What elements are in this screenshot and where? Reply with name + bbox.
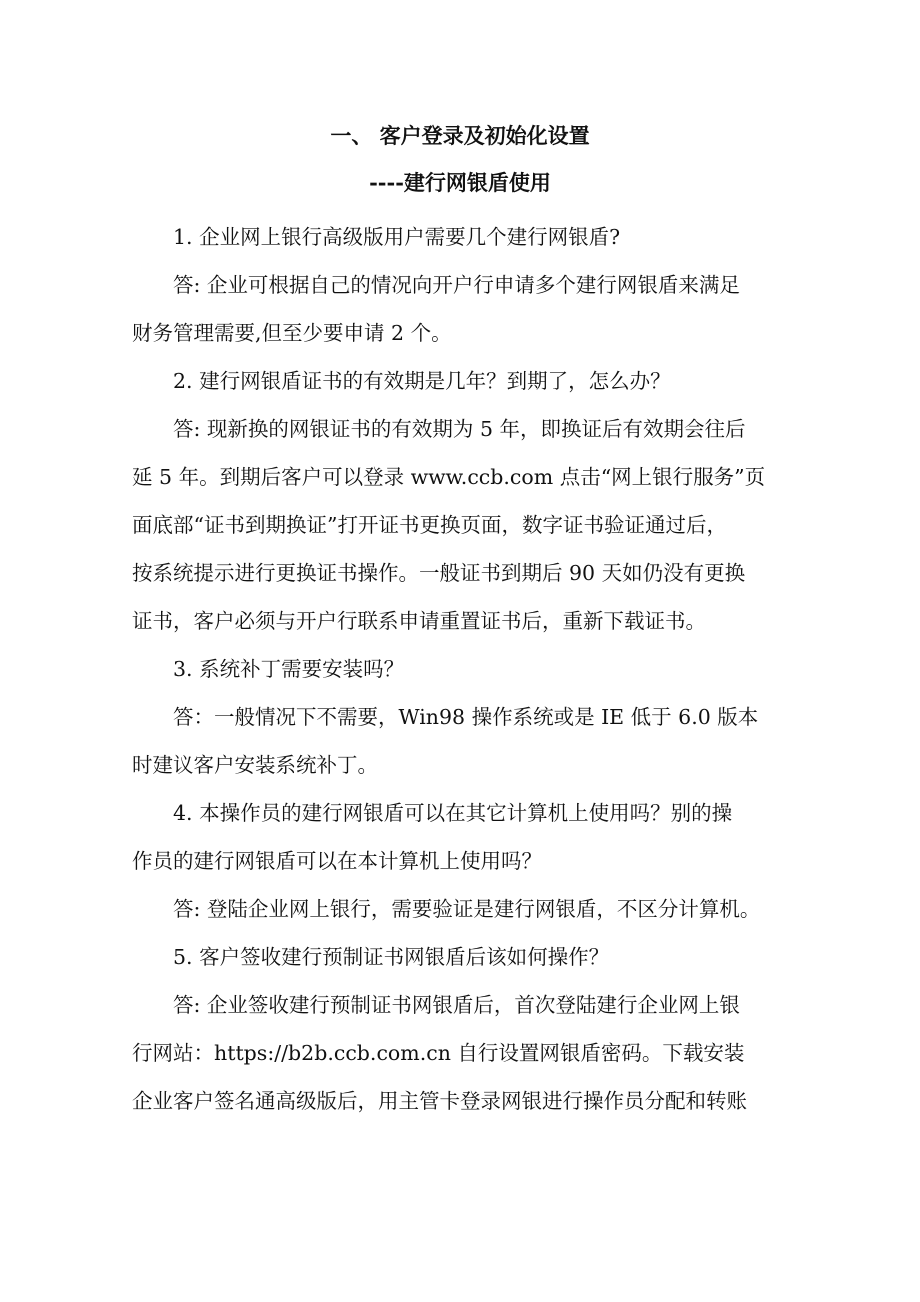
document-body xyxy=(132,213,782,1125)
question-2: 2. 建行网银盾证书的有效期是几年？到期了，怎么办？ xyxy=(173,369,671,393)
answer-1-line-2: 财务管理需要,但至少要申请 2 个。 xyxy=(132,321,452,345)
question-5: 5. 客户签收建行预制证书网银盾后该如何操作？ xyxy=(173,945,610,969)
question-3: 3. 系统补丁需要安装吗？ xyxy=(173,657,405,681)
section-subtitle: ----建行网银盾使用 xyxy=(369,170,551,195)
question-1: 1. 企业网上银行高级版用户需要几个建行网银盾? xyxy=(173,225,621,249)
section-title: 一、 客户登录及初始化设置 xyxy=(330,123,590,148)
answer-5-line-2: 行网站：https://b2b.ccb.com.cn 自行设置网银盾密码。下载安装 xyxy=(132,1041,745,1065)
answer-5-line-1: 答: 企业签收建行预制证书网银盾后，首次登陆建行企业网上银 xyxy=(173,993,740,1017)
answer-2-line-1: 答: 现新换的网银证书的有效期为 5 年，即换证后有效期会往后 xyxy=(173,417,746,441)
answer-3-line-2: 时建议客户安装系统补丁。 xyxy=(132,753,378,777)
answer-5-line-3: 企业客户签名通高级版后，用主管卡登录网银进行操作员分配和转账 xyxy=(132,1089,747,1113)
answer-3-line-1: 答：一般情况下不需要，Win98 操作系统或是 IE 低于 6.0 版本 xyxy=(173,705,759,729)
answer-2-line-5: 证书，客户必须与开户行联系申请重置证书后，重新下载证书。 xyxy=(132,609,706,633)
question-4-line-1: 4. 本操作员的建行网银盾可以在其它计算机上使用吗？别的操 xyxy=(173,801,733,825)
answer-2-line-2: 延 5 年。到期后客户可以登录 www.ccb.com 点击“网上银行服务”页 xyxy=(132,465,766,489)
answer-4-line-1: 答: 登陆企业网上银行，需要验证是建行网银盾，不区分计算机。 xyxy=(173,897,761,921)
question-4-line-2: 作员的建行网银盾可以在本计算机上使用吗？ xyxy=(132,849,542,873)
answer-1-line-1: 答: 企业可根据自己的情况向开户行申请多个建行网银盾来满足 xyxy=(173,273,740,297)
answer-2-line-4: 按系统提示进行更换证书操作。一般证书到期后 90 天如仍没有更换 xyxy=(132,561,746,585)
answer-2-line-3: 面底部“证书到期换证”打开证书更换页面，数字证书验证通过后， xyxy=(132,513,727,537)
